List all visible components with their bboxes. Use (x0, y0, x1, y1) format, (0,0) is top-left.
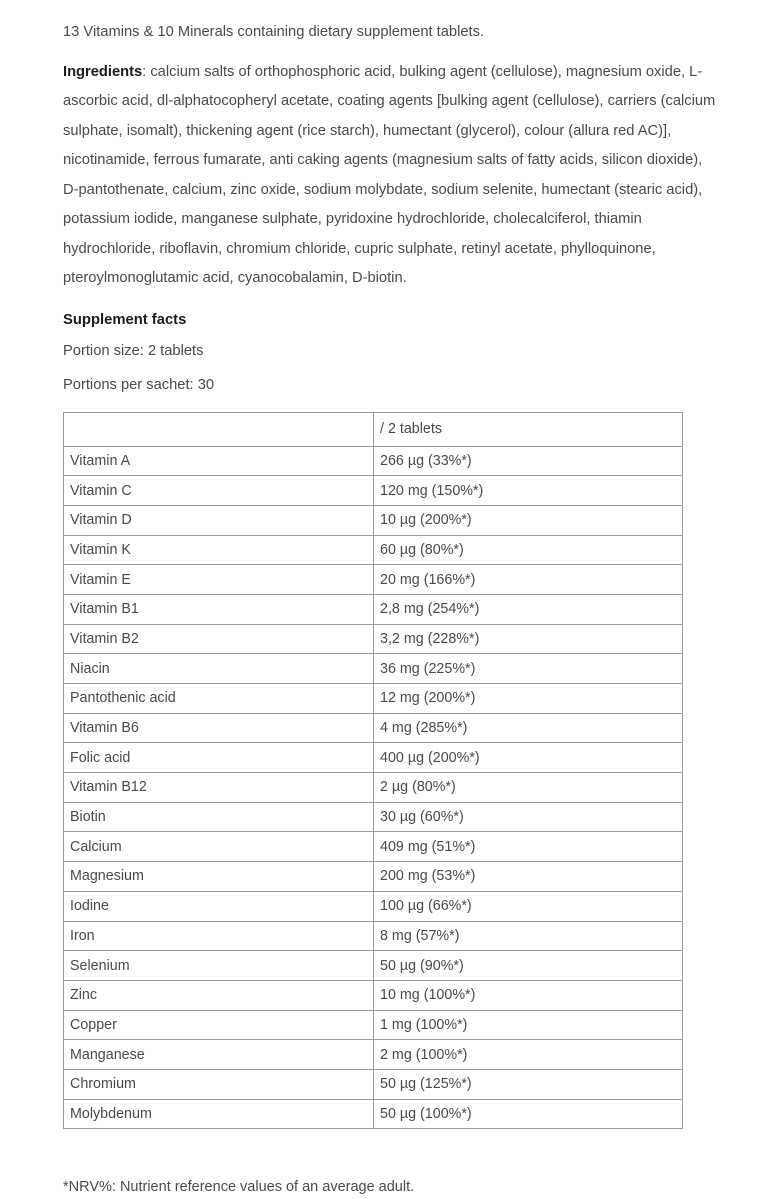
nutrient-name: Manganese (64, 1040, 374, 1070)
table-row (64, 1040, 683, 1070)
table-row (64, 594, 683, 624)
nutrient-amount: 100 µg (66%*) (374, 891, 683, 921)
table-row (64, 624, 683, 654)
nutrient-amount: 50 µg (100%*) (374, 1099, 683, 1129)
table-header-row (64, 412, 683, 446)
nutrient-name: Vitamin B12 (64, 773, 374, 803)
portions-per-sachet-text: Portions per sachet: 30 (63, 377, 215, 393)
nutrient-amount: 4 mg (285%*) (374, 713, 683, 743)
nutrient-amount: 50 µg (90%*) (374, 951, 683, 981)
nutrient-name: Vitamin K (64, 535, 374, 565)
table-row (64, 862, 683, 892)
nutrient-name: Folic acid (64, 743, 374, 773)
nutrient-amount: 266 µg (33%*) (374, 446, 683, 476)
table-row (64, 773, 683, 803)
ingredients-paragraph (63, 58, 718, 294)
nutrient-amount: 20 mg (166%*) (374, 565, 683, 595)
table-header-amount: / 2 tablets (374, 412, 683, 446)
supplement-facts-table (63, 412, 683, 1130)
table-row (64, 832, 683, 862)
supplement-facts-heading: Supplement facts (63, 311, 187, 328)
ingredients-label: Ingredients (63, 63, 143, 80)
nutrient-name: Iodine (64, 891, 374, 921)
table-row (64, 921, 683, 951)
nutrient-name: Vitamin B1 (64, 594, 374, 624)
nutrient-amount: 120 mg (150%*) (374, 476, 683, 506)
nutrient-amount: 1 mg (100%*) (374, 1010, 683, 1040)
table-row (64, 713, 683, 743)
table-row (64, 505, 683, 535)
nutrient-name: Molybdenum (64, 1099, 374, 1129)
nutrient-name: Vitamin D (64, 505, 374, 535)
table-header-nutrient (64, 412, 374, 446)
nutrient-amount: 60 µg (80%*) (374, 535, 683, 565)
nutrient-amount: 10 mg (100%*) (374, 980, 683, 1010)
table-row (64, 743, 683, 773)
nutrient-name: Vitamin E (64, 565, 374, 595)
table-row (64, 980, 683, 1010)
table-row (64, 565, 683, 595)
nutrient-name: Biotin (64, 802, 374, 832)
nutrient-amount: 3,2 mg (228%*) (374, 624, 683, 654)
nutrient-name: Niacin (64, 654, 374, 684)
table-row (64, 684, 683, 714)
nutrient-name: Chromium (64, 1069, 374, 1099)
portion-size-text: Portion size: 2 tablets (63, 342, 204, 359)
nutrient-amount: 50 µg (125%*) (374, 1069, 683, 1099)
table-row (64, 654, 683, 684)
nutrient-amount: 2,8 mg (254%*) (374, 594, 683, 624)
nutrient-amount: 2 mg (100%*) (374, 1040, 683, 1070)
table-row (64, 476, 683, 506)
table-row (64, 1010, 683, 1040)
nutrient-amount: 8 mg (57%*) (374, 921, 683, 951)
table-row (64, 802, 683, 832)
product-intro-text: 13 Vitamins & 10 Minerals containing dietary supplement tablets. (63, 24, 485, 40)
nutrient-name: Selenium (64, 951, 374, 981)
nutrient-name: Copper (64, 1010, 374, 1040)
ingredients-list-text: : calcium salts of orthophosphoric acid, bulking agent (cellulose), magnesium oxide, L-ascorbic acid, dl-alphatocopheryl acetate, coating agents [bulking agent (cellulose), carriers (calcium sulphate, isomalt), thickening agent (rice starch), humectant (glycerol), colour (allura red AC)], nicotinamide, ferrous fumarate, anti caking agents (magnesium salts of fatty acids, silicon dioxide), D-pantothenate, calcium, zinc oxide, sodium molybdate, sodium selenite, humectant (stearic acid), potassium iodide, manganese sulphate, pyridoxine hydrochloride, cholecalciferol, thiamin hydrochloride, riboflavin, chromium chloride, cupric sulphate, retinyl acetate, phylloquinone, pteroylmonoglutamic acid, cyanocobalamin, D-biotin. (63, 63, 716, 286)
table-row (64, 535, 683, 565)
nutrient-name: Vitamin C (64, 476, 374, 506)
nutrient-amount: 12 mg (200%*) (374, 684, 683, 714)
nutrient-name: Calcium (64, 832, 374, 862)
table-body (64, 412, 683, 1129)
nutrient-amount: 200 mg (53%*) (374, 862, 683, 892)
nutrient-amount: 409 mg (51%*) (374, 832, 683, 862)
nutrient-amount: 10 µg (200%*) (374, 505, 683, 535)
nutrient-name: Pantothenic acid (64, 684, 374, 714)
nutrient-amount: 30 µg (60%*) (374, 802, 683, 832)
nutrient-name: Vitamin A (64, 446, 374, 476)
table-row (64, 1099, 683, 1129)
nutrient-name: Zinc (64, 980, 374, 1010)
table-row (64, 446, 683, 476)
nrv-footnote: *NRV%: Nutrient reference values of an average adult. (63, 1179, 415, 1196)
nutrient-name: Iron (64, 921, 374, 951)
nutrient-name: Vitamin B6 (64, 713, 374, 743)
nutrient-amount: 2 µg (80%*) (374, 773, 683, 803)
nutrient-name: Magnesium (64, 862, 374, 892)
nutrient-name: Vitamin B2 (64, 624, 374, 654)
nutrient-amount: 36 mg (225%*) (374, 654, 683, 684)
table-row (64, 951, 683, 981)
table-row (64, 1069, 683, 1099)
table-row (64, 891, 683, 921)
nutrient-amount: 400 µg (200%*) (374, 743, 683, 773)
